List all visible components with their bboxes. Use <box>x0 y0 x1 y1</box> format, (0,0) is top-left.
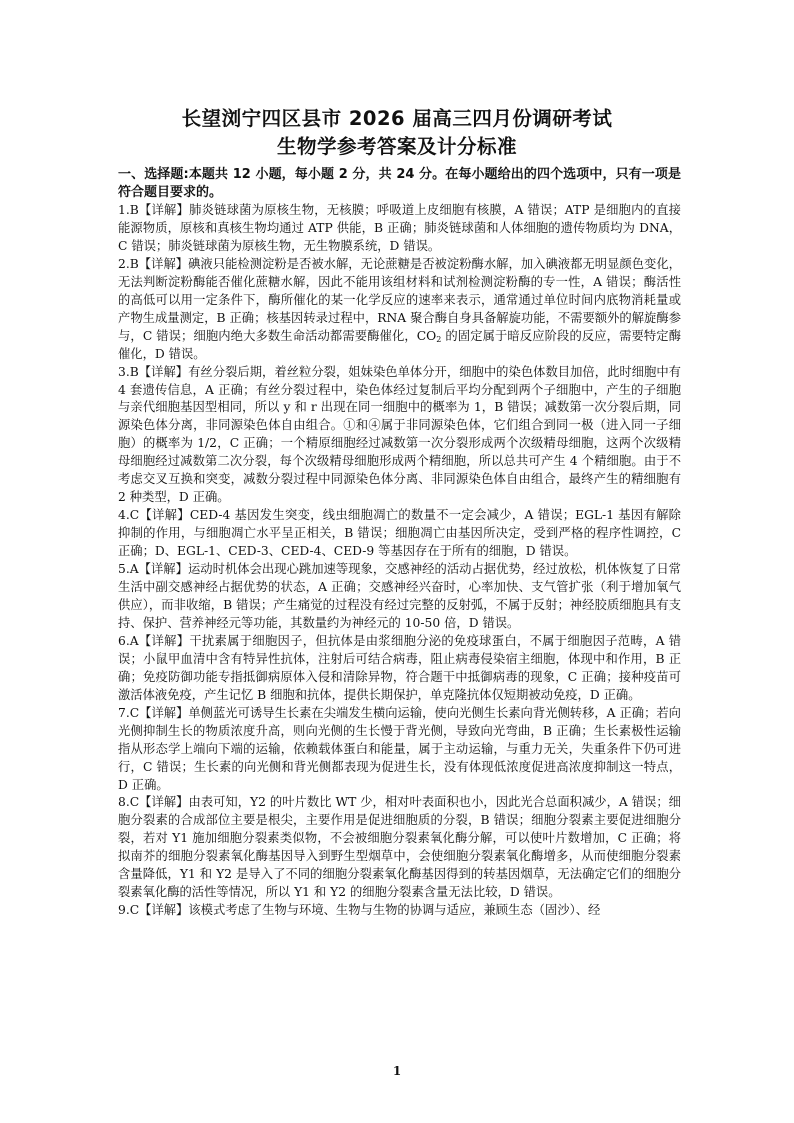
answer-number: 4.C <box>118 508 140 523</box>
answer-number: 3.B <box>118 364 139 379</box>
page-number: 1 <box>392 1064 402 1078</box>
answer-number: 5.A <box>118 562 139 577</box>
answer-number: 6.A <box>118 633 139 648</box>
answer-key-subtitle: 生物学参考答案及计分标准 <box>276 135 517 158</box>
explanation-text: 运动时机体会出现心跳加速等现象，交感神经的活动占据优势，经过放松，机体恢复了日常生活中副交感神经占据优势的状态，A 正确；交感神经兴奋时，心率加快、支气管扩张（利于增加氧气供应），而非收缩，B 错误；产生痛觉的过程没有经过完整的反射弧，不属于反射；神经胶质细胞具有支持、保护、营养神经元等功能，其数量约为神经元的 10-50 倍，D 错误。 <box>118 562 681 630</box>
explanation-tag: 【详解】 <box>139 903 189 918</box>
answer-item-2 <box>118 256 681 364</box>
section-heading-multiple-choice: 一、选择题:本题共 12 小题，每小题 2 分，共 24 分。在每小题给出的四个选项中，只有一项是符合题目要求的。 <box>118 167 681 200</box>
answer-item-4 <box>118 507 681 561</box>
document-body <box>118 166 681 920</box>
answer-item-3 <box>118 364 681 508</box>
explanation-tag: 【详解】 <box>138 256 189 271</box>
explanation-tag: 【详解】 <box>139 795 189 810</box>
explanation-text: 碘液只能检测淀粉是否被水解，无论蔗糖是否被淀粉酶水解，加入碘液都无明显颜色变化，无法判断淀粉酶能否催化蔗糖水解，因此不能用该组材料和试剂检测淀粉酶的专一性，A 错误；酶活性的高低可以用一定条件下，酶所催化的某一化学反应的速率来表示，通常通过单位时间内底物消耗量或产物生成量测定，B 正确；核基因转录过程中，RNA 聚合酶自身具备解旋功能，不需要额外的解旋酶参与，C 错误；细胞内绝大多数生命活动都需要酶催化，CO <box>118 256 681 343</box>
explanation-text: 有丝分裂后期，着丝粒分裂，姐妹染色单体分开，细胞中的染色体数目加倍，此时细胞中有 4 套遗传信息，A 正确；有丝分裂过程中，染色体经过复制后平均分配到两个子细胞中，产生的子细胞与亲代细胞基因型相同，所以 y 和 r 出现在同一细胞中的概率为 1，B 错误；减数第一次分裂后期，同源染色体分离，非同源染色体自由组合。①和④属于非同源染色体，它们组合到同一极（进入同一子细胞）的概率为 1/2，C 正确；一个精原细胞经过减数第一次分裂形成两个次级精母细胞，这两个次级精母细胞经过减数第二次分裂，每个次级精母细胞形成两个精细胞，所以总共可产生 4 个精细胞。由于不考虑交叉互换和突变，减数分裂过程中同源染色体分离、非同源染色体自由组合，最终产生的精细胞有 2 种类型，D 正确。 <box>118 364 681 505</box>
answer-item-7 <box>118 705 681 795</box>
answer-item-6 <box>118 633 681 705</box>
explanation-tag: 【详解】 <box>138 364 189 379</box>
answer-item-5 <box>118 561 681 633</box>
explanation-text-continued: 的固定属于暗反应阶段的反应，需要特定酶催化，D 错误。 <box>118 328 681 361</box>
explanation-tag: 【详解】 <box>138 562 188 577</box>
explanation-text: 由表可知，Y2 的叶片数比 WT 少，相对叶表面积也小，因此光合总面积减少，A 错误；细胞分裂素的合成部位主要是根尖，主要作用是促进细胞质的分裂，B 错误；细胞分裂素主要促进细胞分裂，若对 Y1 施加细胞分裂素类似物，不会被细胞分裂素氧化酶分解，可以使叶片数增加，C 正确；将拟南芥的细胞分裂素氧化酶基因导入到野生型烟草中，会使细胞分裂素氧化酶增多，从而使细胞分裂素含量降低，Y1 和 Y2 是导入了不同的细胞分裂素氧化酶基因得到的转基因烟草，无法确定它们的细胞分裂素氧化酶的活性等情况，所以 Y1 和 Y2 的细胞分裂素含量无法比较，D 错误。 <box>118 795 681 900</box>
exam-title: 长望浏宁四区县市 2026 届高三四月份调研考试 <box>181 107 613 130</box>
answer-item-9 <box>118 902 681 920</box>
answer-number: 2.B <box>118 256 139 271</box>
answer-item-8 <box>118 794 681 902</box>
explanation-text: 肺炎链球菌为原核生物，无核膜；呼吸道上皮细胞有核膜，A 错误；ATP 是细胞内的直接能源物质，原核和真核生物均通过 ATP 供能，B 正确；肺炎链球菌和人体细胞的遗传物质均为 DNA，C 错误；肺炎链球菌为原核生物，无生物膜系统，D 错误。 <box>118 203 681 253</box>
subscript: 2 <box>436 334 442 344</box>
answer-item-1 <box>118 202 681 256</box>
explanation-text: 单侧蓝光可诱导生长素在尖端发生横向运输，使向光侧生长素向背光侧转移，A 正确；若向光侧抑制生长的物质浓度升高，则向光侧的生长慢于背光侧，导致向光弯曲，B 正确；生长素极性运输指从形态学上端向下端的运输，依赖载体蛋白和能量，属于主动运输，与重力无关，失重条件下仍可进行，C 错误；生长素的向光侧和背光侧都表现为促进生长，没有体现低浓度促进高浓度抑制这一特点，D 正确。 <box>118 705 681 792</box>
answer-number: 7.C <box>118 705 140 720</box>
explanation-tag: 【详解】 <box>139 705 189 720</box>
explanation-text: 该模式考虑了生物与环境、生物与生物的协调与适应，兼顾生态（固沙）、经 <box>188 903 601 918</box>
answer-number: 1.B <box>118 203 139 217</box>
explanation-tag: 【详解】 <box>138 203 190 217</box>
explanation-tag: 【详解】 <box>138 633 190 648</box>
explanation-text: 干扰素属于细胞因子，但抗体是由浆细胞分泌的免疫球蛋白，不属于细胞因子范畴，A 错误；小鼠甲血清中含有特异性抗体，注射后可结合病毒，阻止病毒侵染宿主细胞，体现中和作用，B 正确；免疫防御功能专指抵御病原体入侵和清除异物，符合题干中抵御病毒的现象，C 正确；接种疫苗可激活体液免疫，产生记忆 B 细胞和抗体，提供长期保护，单克隆抗体仅短期被动免疫，D 正确。 <box>118 633 681 702</box>
explanation-tag: 【详解】 <box>139 508 190 523</box>
answer-number: 9.C <box>118 903 140 918</box>
explanation-text: CED-4 基因发生突变，线虫细胞凋亡的数量不一定会减少，A 错误；EGL-1 基因有解除抑制的作用，与细胞凋亡水平呈正相关，B 错误；细胞凋亡由基因所决定，受到严格的程序性调控，C 正确；D、EGL-1、CED-3、CED-4、CED-9 等基因存在于所有的细胞，D 错误。 <box>118 508 681 559</box>
answer-number: 8.C <box>118 795 140 810</box>
